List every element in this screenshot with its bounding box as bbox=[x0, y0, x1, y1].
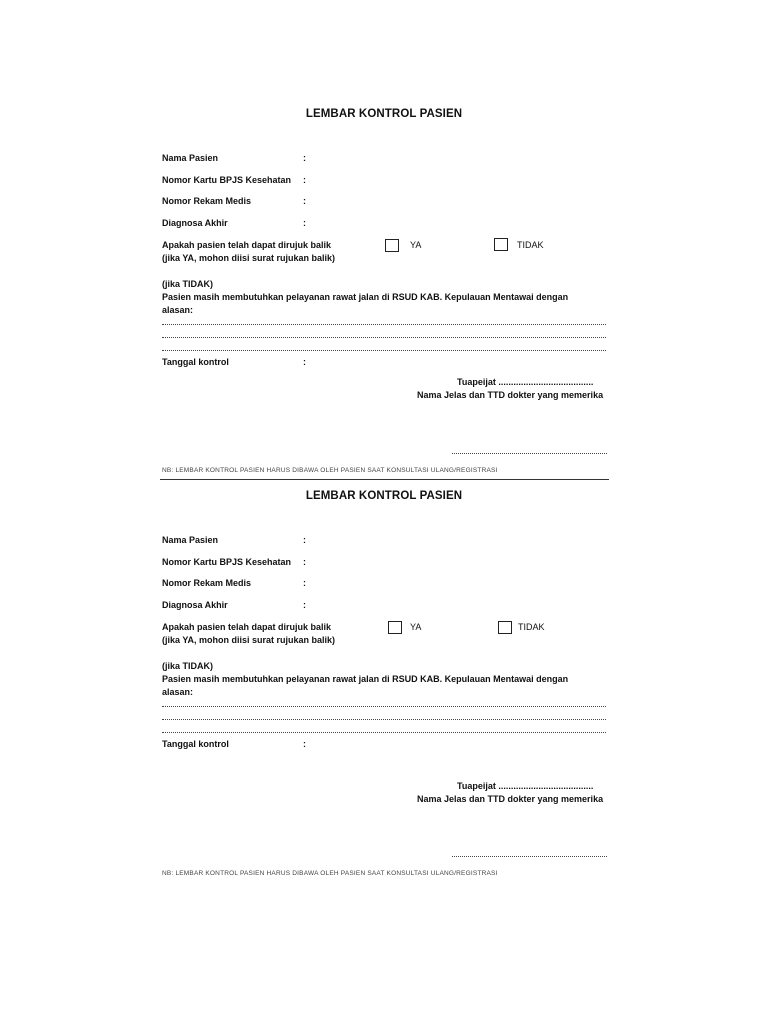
colon: : bbox=[303, 357, 306, 367]
colon: : bbox=[303, 557, 306, 567]
colon: : bbox=[303, 578, 306, 588]
colon: : bbox=[303, 196, 306, 206]
jika-tidak-label: (jika TIDAK) bbox=[162, 279, 214, 289]
label-nama-pasien: Nama Pasien bbox=[162, 535, 219, 545]
doctor-signature-label: Nama Jelas dan TTD dokter yang memerika bbox=[417, 794, 604, 804]
option-ya-label: YA bbox=[410, 622, 422, 632]
checkbox-ya[interactable] bbox=[388, 621, 402, 634]
rujuk-note: (jika YA, mohon diisi surat rujukan balik) bbox=[162, 253, 336, 263]
reason-line[interactable] bbox=[162, 706, 606, 707]
reason-text: Pasien masih membutuhkan pelayanan rawat jalan di RSUD KAB. Kepulauan Mentawai dengan bbox=[162, 292, 569, 302]
rujuk-question: Apakah pasien telah dapat dirujuk balik bbox=[162, 622, 332, 632]
reason-alasan: alasan: bbox=[162, 687, 194, 697]
option-ya-label: YA bbox=[410, 240, 422, 250]
note-text: NB: LEMBAR KONTROL PASIEN HARUS DIBAWA OLEH PASIEN SAAT KONSULTASI ULANG/REGISTRASI bbox=[162, 870, 498, 877]
reason-line[interactable] bbox=[162, 324, 606, 325]
reason-line[interactable] bbox=[162, 719, 606, 720]
label-diagnosa-akhir: Diagnosa Akhir bbox=[162, 600, 228, 610]
label-nomor-kartu-bpjs: Nomor Kartu BPJS Kesehatan bbox=[162, 557, 292, 567]
doctor-signature-label: Nama Jelas dan TTD dokter yang memerika bbox=[417, 390, 604, 400]
reason-alasan: alasan: bbox=[162, 305, 194, 315]
colon: : bbox=[303, 153, 306, 163]
tuapeijat-date: Tuapeijat ...................................... bbox=[457, 781, 594, 791]
signature-line[interactable] bbox=[452, 453, 607, 454]
label-nomor-rekam-medis: Nomor Rekam Medis bbox=[162, 578, 252, 588]
reason-line[interactable] bbox=[162, 732, 606, 733]
form-title: LEMBAR KONTROL PASIEN bbox=[305, 108, 463, 120]
colon: : bbox=[303, 175, 306, 185]
cut-separator bbox=[160, 479, 609, 480]
checkbox-tidak[interactable] bbox=[494, 238, 508, 251]
colon: : bbox=[303, 218, 306, 228]
rujuk-note: (jika YA, mohon diisi surat rujukan balik) bbox=[162, 635, 336, 645]
checkbox-tidak[interactable] bbox=[498, 621, 512, 634]
colon: : bbox=[303, 739, 306, 749]
reason-line[interactable] bbox=[162, 350, 606, 351]
note-text: NB: LEMBAR KONTROL PASIEN HARUS DIBAWA OLEH PASIEN SAAT KONSULTASI ULANG/REGISTRASI bbox=[162, 467, 498, 474]
checkbox-ya[interactable] bbox=[385, 239, 399, 252]
form-title: LEMBAR KONTROL PASIEN bbox=[305, 490, 463, 502]
option-tidak-label: TIDAK bbox=[518, 622, 545, 632]
label-nama-pasien: Nama Pasien bbox=[162, 153, 219, 163]
option-tidak-label: TIDAK bbox=[517, 240, 544, 250]
label-tanggal-kontrol: Tanggal kontrol bbox=[162, 357, 229, 367]
signature-line[interactable] bbox=[452, 856, 607, 857]
colon: : bbox=[303, 535, 306, 545]
rujuk-question: Apakah pasien telah dapat dirujuk balik bbox=[162, 240, 332, 250]
label-diagnosa-akhir: Diagnosa Akhir bbox=[162, 218, 228, 228]
reason-text: Pasien masih membutuhkan pelayanan rawat jalan di RSUD KAB. Kepulauan Mentawai dengan bbox=[162, 674, 569, 684]
jika-tidak-label: (jika TIDAK) bbox=[162, 661, 214, 671]
reason-line[interactable] bbox=[162, 337, 606, 338]
label-tanggal-kontrol: Tanggal kontrol bbox=[162, 739, 229, 749]
colon: : bbox=[303, 600, 306, 610]
tuapeijat-date: Tuapeijat ...................................... bbox=[457, 377, 594, 387]
label-nomor-rekam-medis: Nomor Rekam Medis bbox=[162, 196, 252, 206]
label-nomor-kartu-bpjs: Nomor Kartu BPJS Kesehatan bbox=[162, 175, 292, 185]
